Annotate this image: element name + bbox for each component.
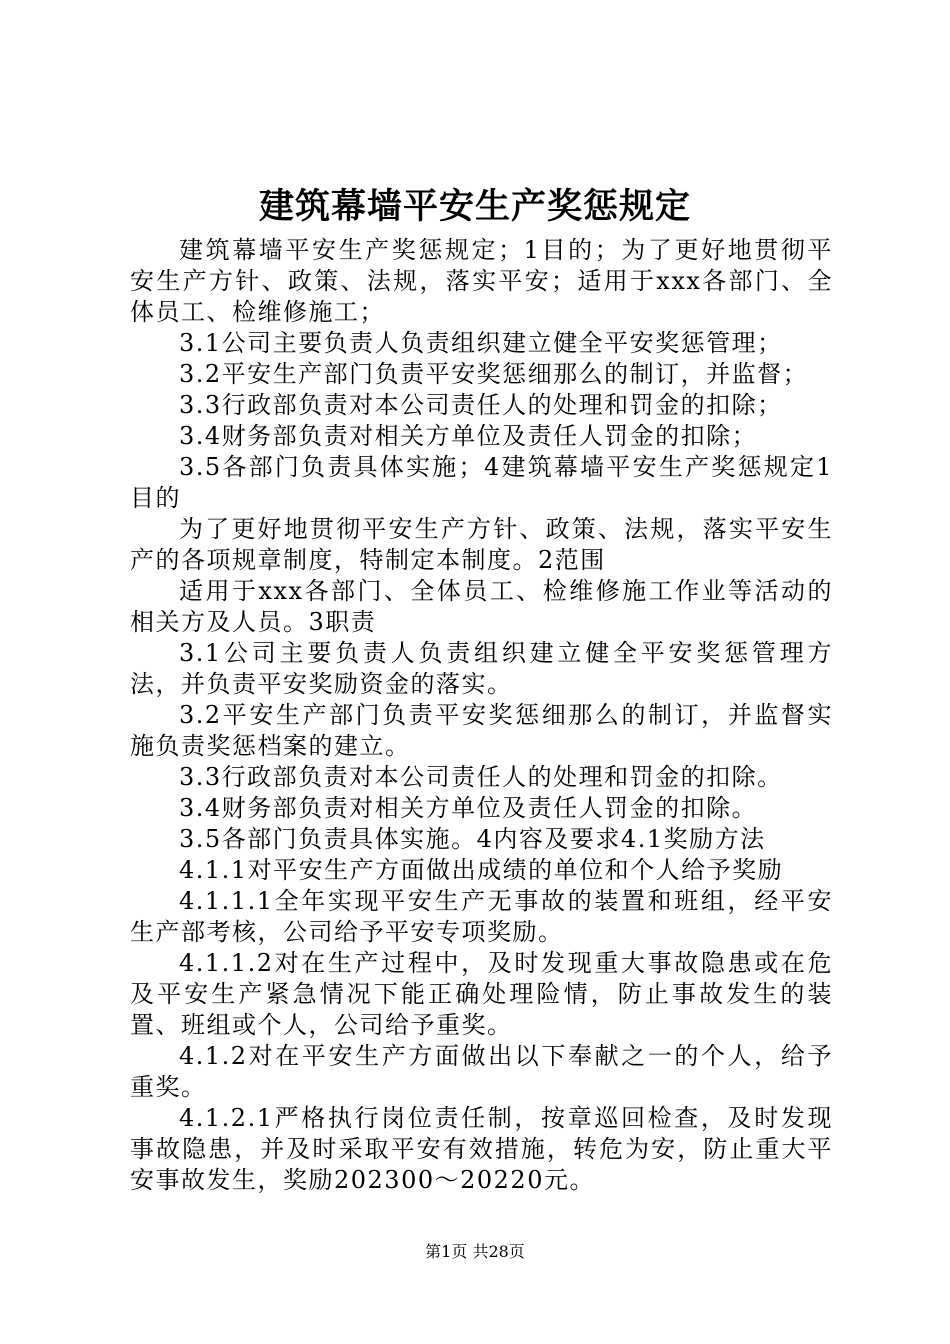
paragraph: 3.5各部门负责具体实施。4内容及要求4.1奖励方法 bbox=[179, 825, 766, 853]
paragraph: 3.2平安生产部门负责平安奖惩细那么的制订，并监督实施负责奖惩档案的建立。 bbox=[130, 701, 833, 760]
document-title: 建筑幕墙平安生产奖惩规定 bbox=[258, 186, 691, 227]
document-body bbox=[130, 235, 833, 1196]
paragraph: 为了更好地贯彻平安生产方针、政策、法规，落实平安生产的各项规章制度，特制定本制度。2范围 bbox=[130, 515, 833, 574]
paragraph: 3.5各部门负责具体实施；4建筑幕墙平安生产奖惩规定1目的 bbox=[130, 453, 833, 512]
paragraph: 3.4财务部负责对相关方单位及责任人罚金的扣除； bbox=[179, 422, 758, 450]
paragraph: 3.4财务部负责对相关方单位及责任人罚金的扣除。 bbox=[179, 794, 758, 822]
paragraph: 3.1公司主要负责人负责组织建立健全平安奖惩管理方法，并负责平安奖励资金的落实。 bbox=[130, 639, 833, 698]
paragraph: 建筑幕墙平安生产奖惩规定；1目的；为了更好地贯彻平安生产方针、政策、法规，落实平安；适用于xxx各部门、全体员工、检维修施工； bbox=[130, 236, 833, 326]
paragraph: 3.1公司主要负责人负责组织建立健全平安奖惩管理； bbox=[179, 329, 783, 357]
paragraph: 4.1.1.1全年实现平安生产无事故的装置和班组，经平安生产部考核，公司给予平安专项奖励。 bbox=[130, 887, 833, 946]
paragraph: 4.1.2对在平安生产方面做出以下奉献之一的个人，给予重奖。 bbox=[130, 1042, 833, 1101]
paragraph: 3.3行政部负责对本公司责任人的处理和罚金的扣除； bbox=[179, 391, 783, 419]
page-number: 第1页 共28页 bbox=[425, 1242, 525, 1261]
paragraph: 3.2平安生产部门负责平安奖惩细那么的制订，并监督； bbox=[179, 360, 809, 388]
paragraph: 4.1.2.1严格执行岗位责任制，按章巡回检查，及时发现事故隐患，并及时采取平安有效措施，转危为安，防止重大平安事故发生，奖励202300～20220元。 bbox=[130, 1104, 833, 1194]
paragraph: 3.3行政部负责对本公司责任人的处理和罚金的扣除。 bbox=[179, 763, 783, 791]
paragraph: 4.1.1.2对在生产过程中，及时发现重大事故隐患或在危及平安生产紧急情况下能正确处理险情，防止事故发生的装置、班组或个人，公司给予重奖。 bbox=[130, 949, 833, 1039]
paragraph: 4.1.1对平安生产方面做出成绩的单位和个人给予奖励 bbox=[179, 856, 784, 884]
paragraph: 适用于xxx各部门、全体员工、检维修施工作业等活动的相关方及人员。3职责 bbox=[130, 577, 833, 636]
